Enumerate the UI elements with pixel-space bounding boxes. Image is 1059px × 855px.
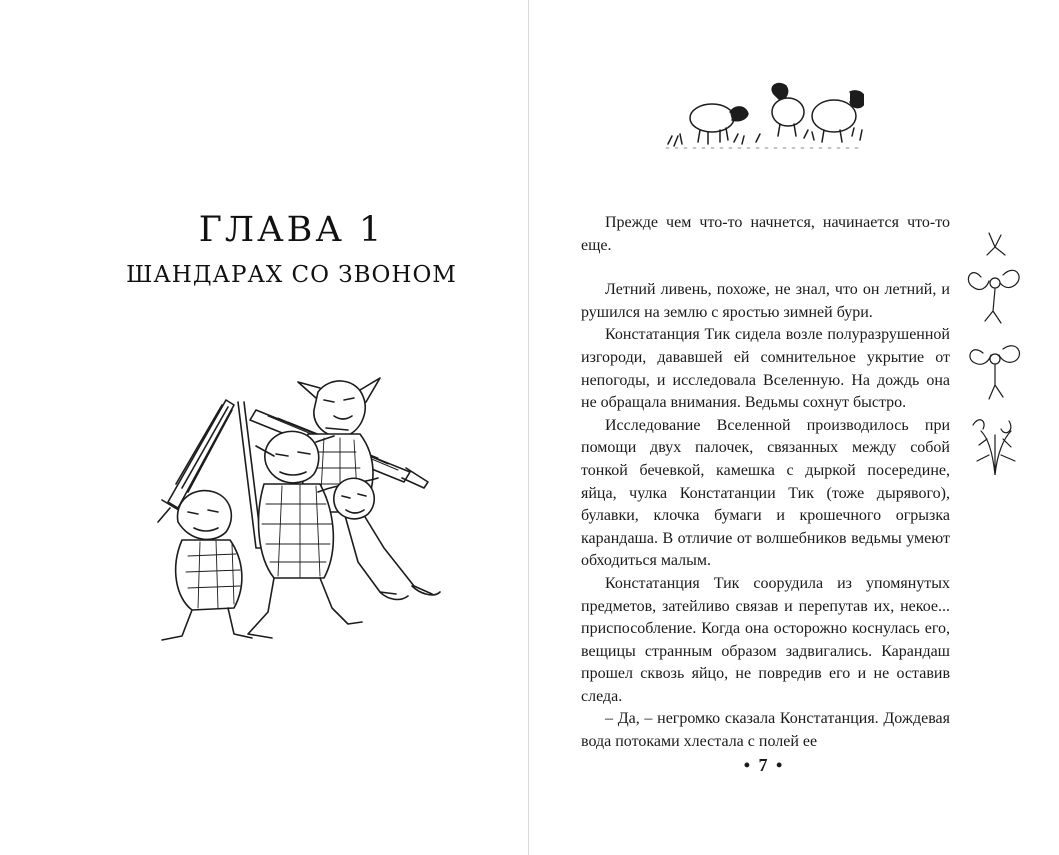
right-page bbox=[529, 0, 1059, 855]
paragraph: – Да, – негромко сказала Констатанция. Дождевая вода потоками хлестала с полей ее bbox=[581, 710, 950, 751]
paragraph: Констатанция Тик сидела возле полуразрушенной изгороди, дававшей ей сомнительное укрытие от непогоды, и исследовала Вселенную. На дождь она не обращала внимания. Ведьмы сохнут быстро. bbox=[581, 326, 950, 412]
chapter-title: ШАНДАРАХ СО ЗВОНОМ bbox=[126, 262, 457, 288]
body-text bbox=[581, 212, 950, 754]
left-page bbox=[0, 0, 528, 855]
paragraph: Прежде чем что-то начнется, начинается что-то еще. bbox=[581, 214, 950, 254]
sheep-illustration-icon bbox=[664, 78, 864, 160]
paragraph: Исследование Вселенной производилось при помощи двух палочек, связанных между собой тонкой бечевкой, камешка с дыркой посередине, яйца, чулка Констатанции Тик (тоже дырявого), булавки, клочка бумаги и крошечного огрызка карандаша. В отличие от волшебников ведьмы умеют обходиться малым. bbox=[581, 416, 950, 570]
paragraph: Летний ливень, похоже, не знал, что он летний, и рушился на землю с яростью зимней бури. bbox=[581, 281, 950, 321]
goblins-with-swords-illustration-icon bbox=[148, 372, 448, 644]
fairy-illustration-icon bbox=[959, 225, 1031, 475]
page-number: • 7 • bbox=[743, 755, 785, 775]
paragraph: Констатанция Тик соорудила из упомянутых предметов, затейливо связав и перепутав их, некое... приспособление. Когда она осторожно коснулась его, вещицы странным образом задвигались. Карандаш прошел сквозь яйцо, не повредив его и не оставив следа. bbox=[581, 574, 950, 705]
chapter-number: ГЛАВА 1 bbox=[198, 210, 385, 250]
